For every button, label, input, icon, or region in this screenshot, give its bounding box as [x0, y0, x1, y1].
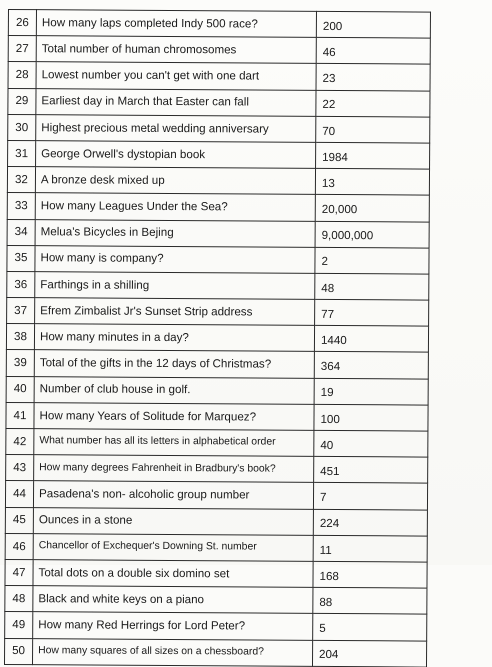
- table-row: [8, 140, 430, 169]
- question-text: How many Years of Solitude for Marquez?: [34, 402, 314, 430]
- table-row: [5, 507, 427, 536]
- question-text: Earliest day in March that Easter can fall: [36, 88, 316, 116]
- question-number: 47: [5, 559, 33, 585]
- answer-value: 48: [315, 273, 429, 300]
- question-number: 39: [6, 350, 34, 376]
- question-number: 38: [6, 324, 34, 350]
- question-number: 35: [7, 245, 35, 271]
- answer-value: 1984: [316, 142, 430, 169]
- table-row: [7, 167, 429, 196]
- question-number: 27: [8, 36, 36, 62]
- answer-value: 204: [312, 640, 426, 667]
- table-row: [6, 402, 428, 431]
- answer-value: 23: [316, 64, 430, 91]
- question-number: 49: [5, 612, 33, 638]
- answer-value: 200: [316, 11, 430, 38]
- answer-value: 5: [313, 614, 427, 641]
- question-text: How many Red Herrings for Lord Peter?: [33, 612, 313, 640]
- question-number: 42: [6, 428, 34, 454]
- answer-value: 7: [313, 483, 427, 510]
- question-text: Number of club house in golf.: [34, 376, 314, 404]
- question-number: 32: [7, 167, 35, 193]
- question-text: Farthings in a shilling: [35, 272, 315, 300]
- answer-value: 22: [316, 90, 430, 117]
- question-number: 44: [5, 481, 33, 507]
- question-text: Efrem Zimbalist Jr's Sunset Strip address: [35, 298, 315, 326]
- answer-value: 40: [314, 430, 428, 457]
- answer-value: 13: [315, 169, 429, 196]
- table-row: [6, 350, 428, 379]
- question-text: What number has all its letters in alphabetical order: [34, 429, 314, 457]
- question-text: How many is company?: [35, 245, 315, 273]
- answer-value: 1440: [314, 326, 428, 353]
- table-row: [7, 298, 429, 327]
- answer-value: 19: [314, 378, 428, 405]
- question-text: Total number of human chromosomes: [36, 36, 316, 64]
- question-text: How many squares of all sizes on a chessboard?: [32, 638, 312, 666]
- table-row: [6, 376, 428, 405]
- question-number: 50: [4, 638, 32, 664]
- answer-value: 77: [315, 299, 429, 326]
- table-row: [8, 88, 430, 117]
- answer-value: 2: [315, 247, 429, 274]
- answer-value: 224: [313, 509, 427, 536]
- question-number: 41: [6, 402, 34, 428]
- question-text: Melua's Bicycles in Bejing: [35, 219, 315, 247]
- question-number: 48: [5, 586, 33, 612]
- question-text: Black and white keys on a piano: [33, 586, 313, 614]
- question-number: 26: [8, 10, 36, 36]
- question-number: 34: [7, 219, 35, 245]
- question-number: 45: [5, 507, 33, 533]
- answer-value: 168: [313, 561, 427, 588]
- table-row: [5, 612, 427, 641]
- answer-value: 364: [314, 352, 428, 379]
- question-text: How many minutes in a day?: [34, 324, 314, 352]
- table-row: [5, 559, 427, 588]
- answer-value: 88: [313, 587, 427, 614]
- answer-value: 451: [314, 457, 428, 484]
- question-number: 29: [8, 88, 36, 114]
- table-row: [6, 455, 428, 484]
- question-text: How many degrees Fahrenheit in Bradbury's book?: [34, 455, 314, 483]
- answer-value: 46: [316, 38, 430, 65]
- question-text: Ounces in a stone: [33, 507, 313, 535]
- table-row: [7, 245, 429, 274]
- question-text: George Orwell's dystopian book: [36, 141, 316, 169]
- question-text: A bronze desk mixed up: [35, 167, 315, 195]
- table-row: [8, 36, 430, 65]
- question-number: 43: [6, 455, 34, 481]
- question-text: Highest precious metal wedding anniversary: [36, 114, 316, 142]
- quiz-table: [4, 9, 431, 667]
- question-text: Total dots on a double six domino set: [33, 560, 313, 588]
- question-number: 37: [7, 298, 35, 324]
- table-row: [6, 324, 428, 353]
- question-number: 31: [8, 140, 36, 166]
- question-number: 30: [8, 114, 36, 140]
- table-row: [5, 481, 427, 510]
- answer-value: 11: [313, 535, 427, 562]
- answer-value: 9,000,000: [315, 221, 429, 248]
- table-row: [8, 10, 430, 39]
- quiz-table-body: [4, 10, 430, 667]
- question-number: 28: [8, 62, 36, 88]
- question-text: Total of the gifts in the 12 days of Christmas?: [34, 350, 314, 378]
- question-number: 36: [7, 271, 35, 297]
- table-row: [4, 638, 426, 667]
- table-row: [8, 62, 430, 91]
- table-row: [5, 586, 427, 615]
- answer-value: 70: [316, 116, 430, 143]
- table-row: [7, 271, 429, 300]
- question-text: Chancellor of Exchequer's Downing St. number: [33, 533, 313, 561]
- question-number: 33: [7, 193, 35, 219]
- table-row: [7, 193, 429, 222]
- table-row: [5, 533, 427, 562]
- answer-value: 20,000: [315, 195, 429, 222]
- question-number: 46: [5, 533, 33, 559]
- question-number: 40: [6, 376, 34, 402]
- question-text: How many laps completed Indy 500 race?: [36, 10, 316, 38]
- question-text: How many Leagues Under the Sea?: [35, 193, 315, 221]
- question-text: Lowest number you can't get with one dart: [36, 62, 316, 90]
- answer-value: 100: [314, 404, 428, 431]
- table-row: [7, 219, 429, 248]
- table-row: [8, 114, 430, 143]
- question-text: Pasadena's non- alcoholic group number: [33, 481, 313, 509]
- table-row: [6, 428, 428, 457]
